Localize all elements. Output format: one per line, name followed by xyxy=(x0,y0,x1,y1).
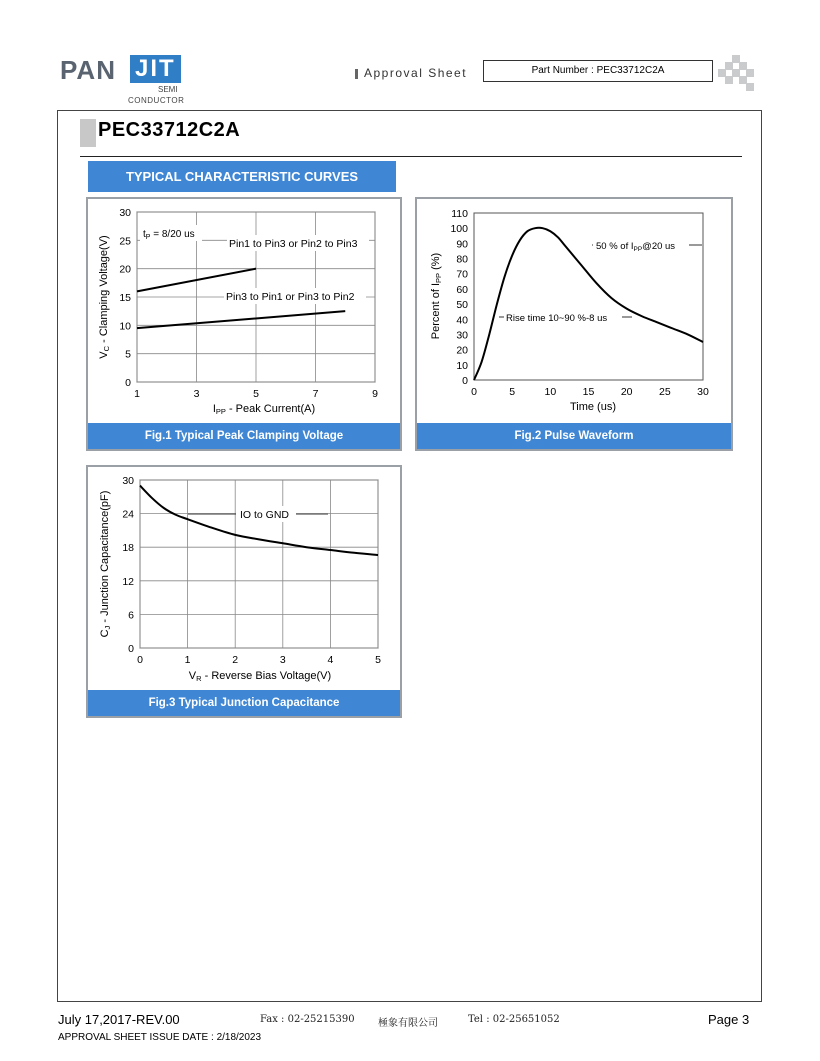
fig1-panel xyxy=(86,197,402,451)
fig2-ytick: 30 xyxy=(456,329,468,342)
title-tab xyxy=(80,119,96,147)
fig1-y-axis-label: VC - Clamping Voltage(V) xyxy=(98,235,111,359)
fig3-xtick: 0 xyxy=(137,654,143,666)
fig2-xtick: 25 xyxy=(658,386,671,398)
fig1-caption: Fig.1 Typical Peak Clamping Voltage xyxy=(88,423,400,449)
fig2-ytick: 40 xyxy=(456,314,468,327)
fig1-x-axis-label: IPP - Peak Current(A) xyxy=(212,403,316,416)
fig2-xtick: 5 xyxy=(509,386,516,398)
logo-pan-text: PAN xyxy=(60,55,116,85)
fig3-xtick: 3 xyxy=(279,654,286,666)
fig2-xtick: 10 xyxy=(544,386,557,398)
fig3-ytick: 6 xyxy=(128,609,134,622)
fig3-panel xyxy=(86,465,402,718)
fig2-x-axis-label: Time (us) xyxy=(569,401,617,413)
panjit-logo xyxy=(60,55,185,103)
fig2-ytick: 70 xyxy=(456,268,468,281)
fig2-ytick: 50 xyxy=(456,299,468,312)
fig3-ytick: 18 xyxy=(122,542,134,555)
fig3-series-label: IO to GND xyxy=(240,509,290,521)
fig2-y-axis-label: Percent of IPP (%) xyxy=(430,252,443,340)
approval-sheet-label: Approval Sheet xyxy=(364,66,468,80)
section-banner: TYPICAL CHARACTERISTIC CURVES xyxy=(88,161,396,192)
fig3-xtick: 2 xyxy=(232,654,239,666)
footer-page-number: Page 3 xyxy=(708,1012,750,1027)
logo-semi-text: SEMI xyxy=(158,85,178,94)
checker-decoration-icon xyxy=(718,55,754,91)
fig2-xtick: 20 xyxy=(620,386,633,398)
fig2-caption: Fig.2 Pulse Waveform xyxy=(417,423,731,449)
fig1-ytick: 0 xyxy=(125,377,131,389)
fig2-xtick: 30 xyxy=(697,386,709,398)
fig1-ytick: 20 xyxy=(119,263,131,276)
title-divider xyxy=(80,156,742,157)
fig2-xtick: 0 xyxy=(471,386,477,398)
fig2-ytick: 110 xyxy=(451,208,468,220)
fig2-ytick: 90 xyxy=(456,238,468,251)
fig3-caption: Fig.3 Typical Junction Capacitance xyxy=(88,690,400,716)
fig1-ytick: 30 xyxy=(119,207,131,219)
fig2-ytick: 20 xyxy=(456,344,468,357)
fig1-series2-label: Pin3 to Pin1 or Pin3 to Pin2 xyxy=(226,291,355,303)
fig1-chart xyxy=(88,199,400,423)
fig1-ytick: 25 xyxy=(119,235,131,248)
fig1-xtick: 7 xyxy=(312,388,319,400)
page-title: PEC33712C2A xyxy=(98,119,241,141)
fig3-ytick: 12 xyxy=(122,575,134,588)
fig3-y-axis-label: CJ - Junction Capacitance(pF) xyxy=(99,490,112,638)
logo-conductor-text: CONDUCTOR xyxy=(128,96,185,105)
fig1-xtick: 9 xyxy=(372,388,378,400)
logo-jit-text: JIT xyxy=(130,55,181,83)
fig2-ytick: 0 xyxy=(462,375,468,387)
fig1-xtick: 1 xyxy=(134,388,140,400)
fig3-xtick: 5 xyxy=(375,654,381,666)
fig1-xtick: 3 xyxy=(193,388,200,400)
fig3-xtick: 4 xyxy=(327,654,334,666)
fig1-tp-label: $t_P = 8/20$ us xyxy=(143,229,195,241)
fig1-series1-label: Pin1 to Pin3 or Pin2 to Pin3 xyxy=(229,238,358,250)
fig3-xtick: 1 xyxy=(184,654,191,666)
approval-marker xyxy=(355,69,358,79)
fig1-xtick: 5 xyxy=(253,388,259,400)
fig2-chart xyxy=(417,199,731,423)
fig2-xtick: 15 xyxy=(582,386,595,398)
fig1-ytick: 5 xyxy=(125,348,131,361)
fig2-ann2: Rise time 10~90 %-8 us xyxy=(506,313,608,324)
fig3-plot-area xyxy=(140,480,378,648)
footer-fax: Fax : 02-25215390 xyxy=(260,1014,355,1025)
fig2-panel xyxy=(415,197,733,451)
footer-tel: Tel : 02-25651052 xyxy=(468,1014,560,1025)
fig3-ytick: 0 xyxy=(128,643,134,655)
fig2-ytick: 10 xyxy=(456,359,468,372)
fig3-ytick: 24 xyxy=(122,508,134,521)
footer-company: 極象有限公司 xyxy=(378,1018,438,1029)
fig2-ytick: 60 xyxy=(456,283,468,296)
fig2-ytick: 100 xyxy=(450,223,468,236)
fig2-ann1: 50 % of $I_{PP}@20$ us xyxy=(596,241,676,253)
fig2-ytick: 80 xyxy=(456,253,468,266)
footer-issue-date: APPROVAL SHEET ISSUE DATE : 2/18/2023 xyxy=(58,1032,262,1043)
part-number-box: Part Number : PEC33712C2A xyxy=(483,60,713,82)
fig3-chart xyxy=(88,467,400,690)
fig3-x-axis-label: VR - Reverse Bias Voltage(V) xyxy=(188,670,332,683)
footer-date-rev: July 17,2017-REV.00 xyxy=(58,1012,180,1027)
fig1-ytick: 15 xyxy=(119,292,131,304)
fig3-ytick: 30 xyxy=(122,475,134,487)
fig1-ytick: 10 xyxy=(119,320,131,333)
